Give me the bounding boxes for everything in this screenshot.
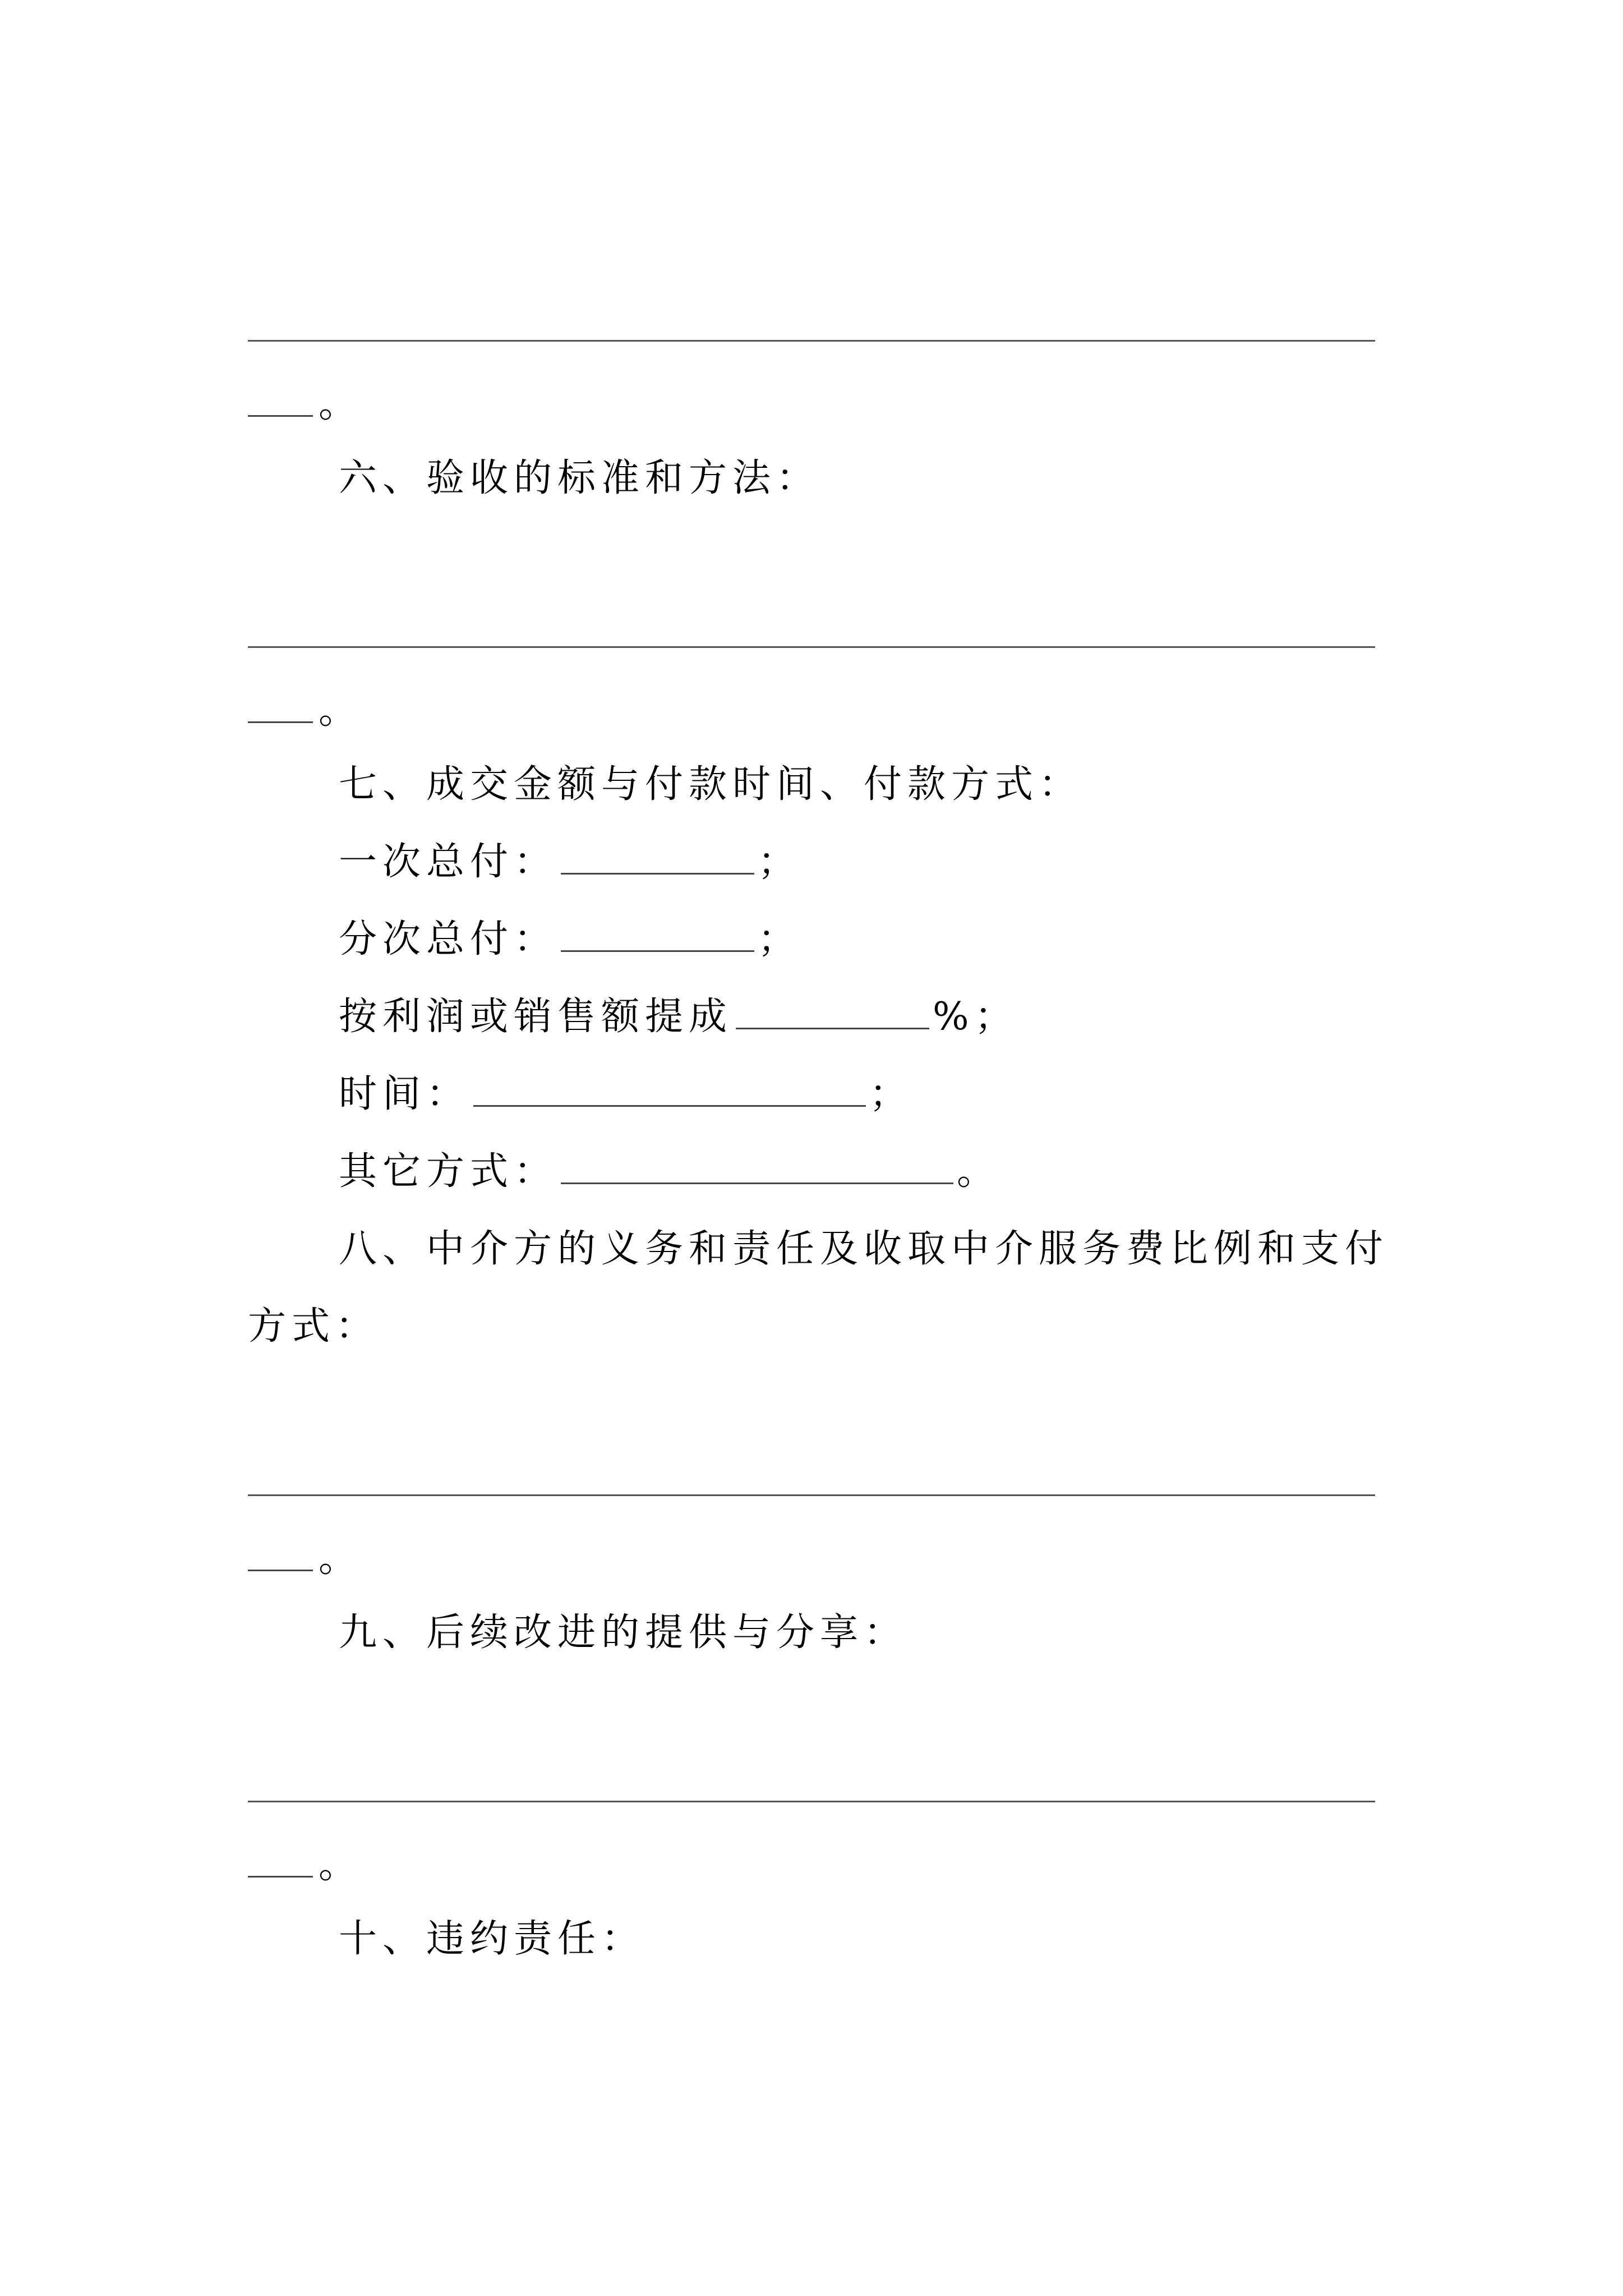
- installment-label: 分次总付：: [339, 917, 558, 961]
- commission-line: [339, 992, 1018, 1042]
- lump-sum-line: [339, 837, 801, 887]
- fill-in-rule: [248, 1801, 1375, 1802]
- section-eight-heading-line2: 方式：: [248, 1304, 380, 1349]
- time-label: 时间：: [339, 1072, 471, 1116]
- fill-in-end: [248, 1534, 362, 1584]
- installment-suffix: ；: [758, 917, 802, 961]
- other-method-line: [339, 1147, 1000, 1197]
- fill-in-rule: [248, 646, 1375, 648]
- other-method-label: 其它方式：: [339, 1149, 558, 1194]
- fill-in-blank[interactable]: [248, 380, 313, 417]
- fill-in-rule: [248, 340, 1375, 342]
- lump-sum-suffix: ；: [758, 840, 802, 884]
- installment-blank[interactable]: [561, 915, 754, 952]
- time-line: [339, 1069, 913, 1120]
- end-mark: 。: [319, 688, 363, 733]
- other-method-blank[interactable]: [561, 1148, 953, 1184]
- fill-in-end: [248, 1840, 362, 1890]
- other-method-suffix: 。: [957, 1149, 1001, 1194]
- commission-blank[interactable]: [736, 993, 929, 1029]
- end-mark: 。: [319, 382, 363, 426]
- time-blank[interactable]: [473, 1070, 866, 1107]
- commission-suffix: %；: [933, 995, 1018, 1039]
- end-mark: 。: [319, 1536, 363, 1581]
- commission-label: 按利润或销售额提成: [339, 995, 733, 1039]
- lump-sum-blank[interactable]: [561, 838, 754, 875]
- section-ten-heading: 十、违约责任：: [339, 1917, 645, 1961]
- section-nine-heading: 九、后续改进的提供与分享：: [339, 1611, 908, 1655]
- fill-in-blank[interactable]: [248, 687, 313, 723]
- section-eight-heading-line1: 八、中介方的义务和责任及收取中介服务费比例和支付: [339, 1227, 1389, 1271]
- end-mark: 。: [319, 1843, 363, 1887]
- lump-sum-label: 一次总付：: [339, 840, 558, 884]
- fill-in-rule: [248, 1494, 1375, 1496]
- section-seven-heading: 七、成交金额与付款时间、付款方式：: [339, 762, 1083, 807]
- time-suffix: ；: [869, 1072, 914, 1116]
- fill-in-blank[interactable]: [248, 1841, 313, 1878]
- section-six-heading: 六、验收的标准和方法：: [339, 456, 820, 500]
- installment-line: [339, 914, 801, 965]
- fill-in-end: [248, 379, 362, 430]
- fill-in-end: [248, 685, 362, 736]
- fill-in-blank[interactable]: [248, 1535, 313, 1571]
